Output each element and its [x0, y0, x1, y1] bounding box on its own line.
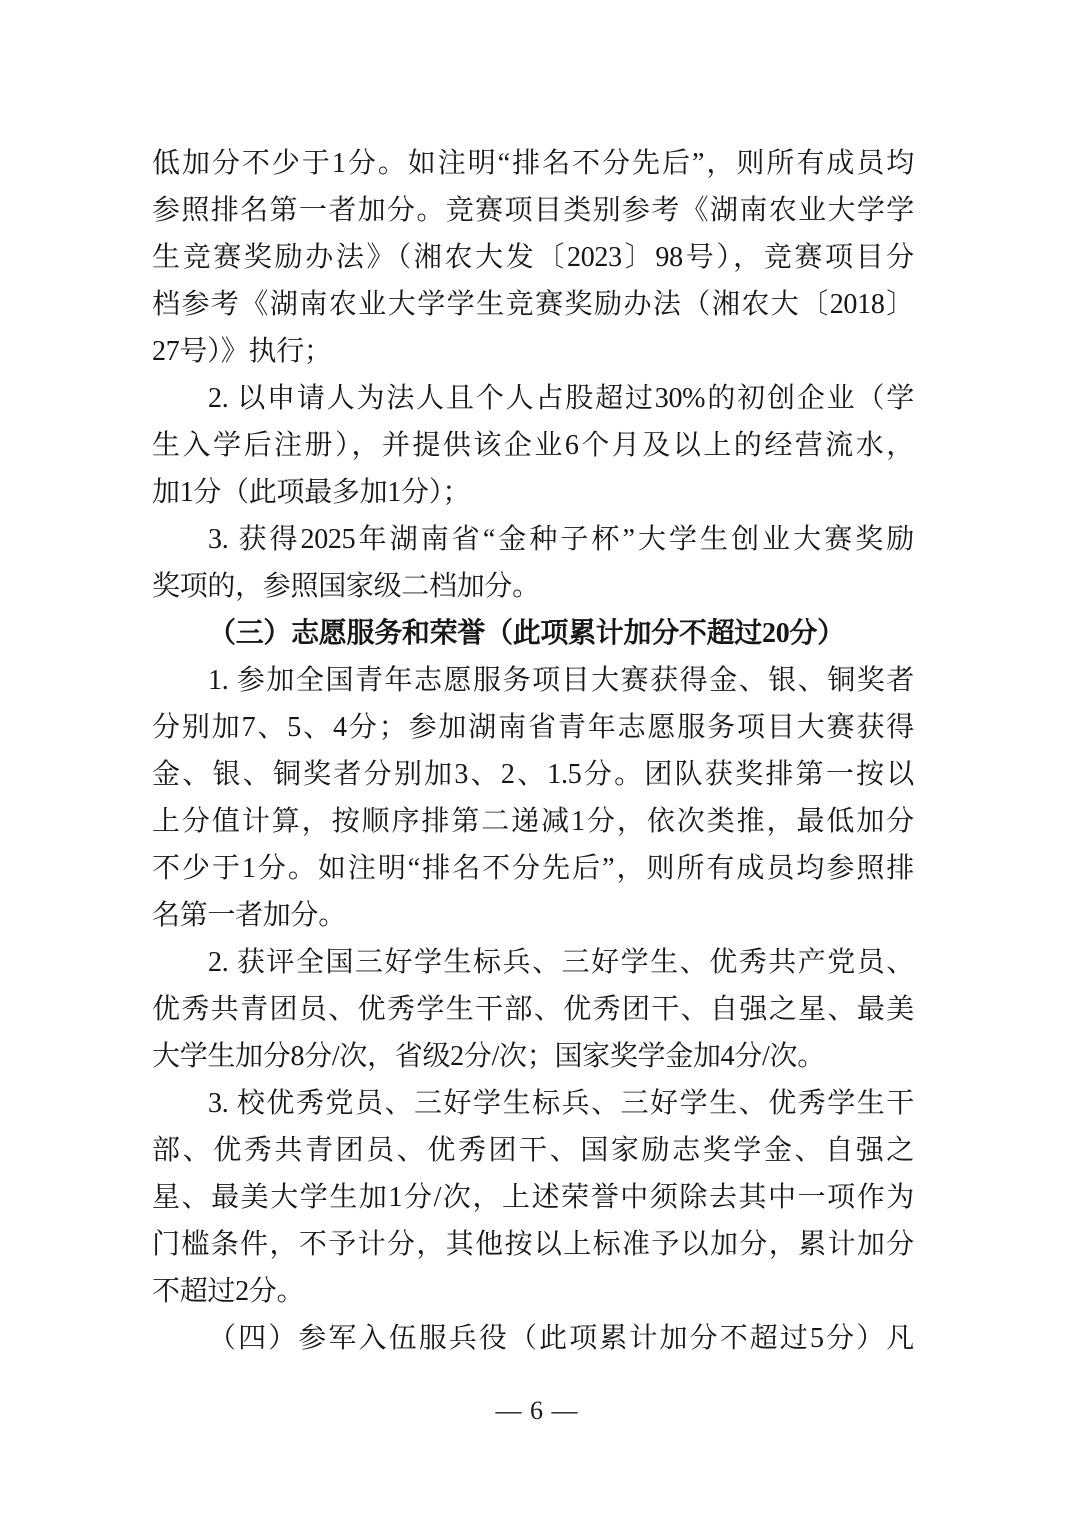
document-body [152, 140, 914, 1362]
text-line: 2. 获评全国三好学生标兵、三好学生、优秀共产党员、 [208, 947, 914, 978]
text-line: 名第一者加分。 [152, 900, 346, 931]
text-line: 不少于1分。如注明“排名不分先后”，则所有成员均参照排 [152, 853, 914, 884]
text-line: 优秀共青团员、优秀学生干部、优秀团干、自强之星、最美 [152, 994, 914, 1025]
text-line: （四）参军入伍服兵役（此项累计加分不超过5分）凡 [208, 1323, 914, 1354]
text-line: 部、优秀共青团员、优秀团干、国家励志奖学金、自强之 [152, 1135, 914, 1166]
text-line: 分别加7、5、4分；参加湖南省青年志愿服务项目大赛获得 [152, 712, 914, 743]
text-line: 金、银、铜奖者分别加3、2、1.5分。团队获奖排第一按以 [152, 759, 914, 790]
page-number: — 6 — [495, 1396, 579, 1425]
text-line: 2. 以申请人为法人且个人占股超过30%的初创企业（学 [208, 383, 914, 414]
text-line: 3. 获得2025年湖南省“金种子杯”大学生创业大赛奖励 [208, 524, 914, 555]
text-line: 生入学后注册），并提供该企业6个月及以上的经营流水， [152, 430, 914, 461]
text-line: 大学生加分8分/次，省级2分/次；国家奖学金加4分/次。 [152, 1041, 825, 1072]
text-line: 27号）》执行； [152, 336, 332, 367]
text-line: 低加分不少于1分。如注明“排名不分先后”，则所有成员均 [152, 148, 914, 179]
text-line: 星、最美大学生加1分/次，上述荣誉中须除去其中一项作为 [152, 1182, 914, 1213]
text-line: 档参考《湖南农业大学学生竞赛奖励办法（湘农大〔2018〕 [152, 289, 914, 320]
text-line: 3. 校优秀党员、三好学生标兵、三好学生、优秀学生干 [208, 1088, 914, 1119]
text-line: 不超过2分。 [152, 1276, 305, 1307]
text-line: 加1分（此项最多加1分）； [152, 477, 471, 508]
text-line: 参照排名第一者加分。竞赛项目类别参考《湖南农业大学学 [152, 195, 914, 226]
text-line: 奖项的，参照国家级二档加分。 [152, 571, 540, 602]
section-heading: （三）志愿服务和荣誉（此项累计加分不超过20分） [208, 618, 845, 649]
text-line: 1. 参加全国青年志愿服务项目大赛获得金、银、铜奖者 [208, 665, 914, 696]
text-line: 门槛条件，不予计分，其他按以上标准予以加分，累计加分 [152, 1229, 914, 1260]
text-line: 生竞赛奖励办法》（湘农大发〔2023〕98号），竞赛项目分 [152, 242, 914, 273]
text-line: 上分值计算，按顺序排第二递减1分，依次类推，最低加分 [152, 806, 914, 837]
